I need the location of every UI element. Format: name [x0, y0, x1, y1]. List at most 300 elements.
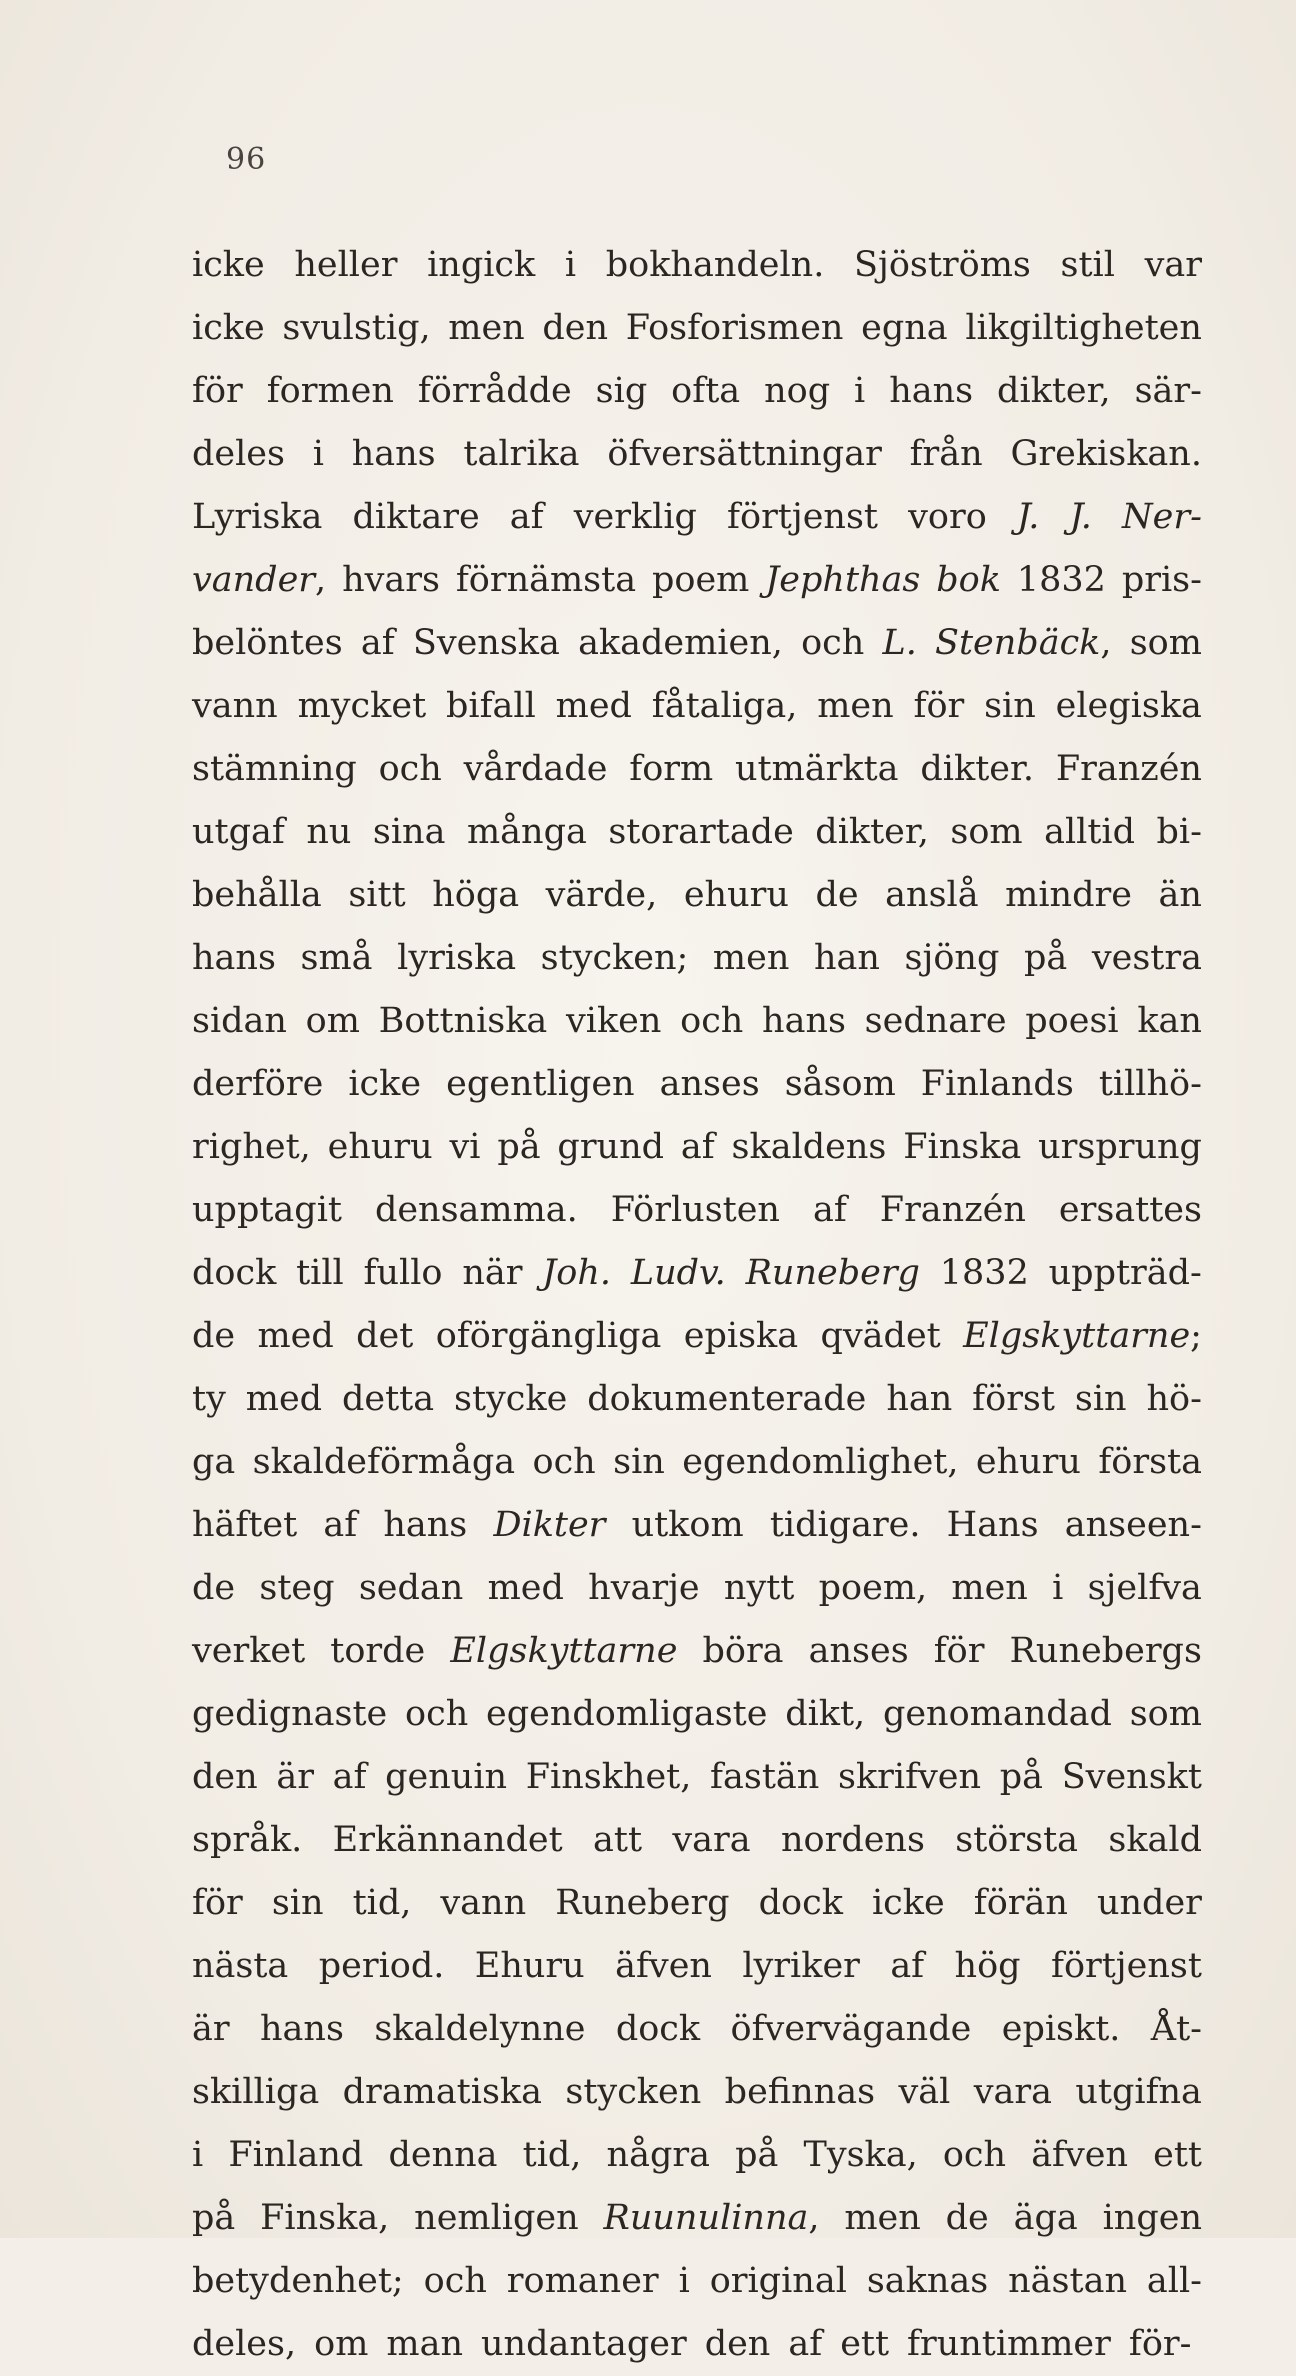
- word: belöntes: [192, 623, 343, 663]
- word: sina: [372, 812, 446, 852]
- word: genuin: [385, 1757, 508, 1797]
- word: tillhö-: [1098, 1064, 1202, 1104]
- word: dock: [758, 1883, 843, 1923]
- word: mindre: [1005, 875, 1132, 915]
- word: sär-: [1134, 371, 1202, 411]
- word: akademien,: [578, 623, 783, 663]
- word: sidan: [192, 1001, 287, 1041]
- word: Hans: [946, 1505, 1039, 1545]
- word: värde,: [545, 875, 658, 915]
- word: Grekiskan.: [1010, 434, 1202, 474]
- word: skilliga: [192, 2072, 320, 2112]
- word: poesi: [1025, 1001, 1119, 1041]
- word: i: [192, 2135, 204, 2175]
- word: all-: [1146, 2261, 1202, 2301]
- word: deles: [192, 434, 285, 474]
- word: ingick: [427, 245, 536, 285]
- word: deles,: [192, 2324, 297, 2364]
- word: talrika: [463, 434, 580, 474]
- word: höga: [432, 875, 520, 915]
- text-line: [192, 1683, 1202, 1746]
- word: som: [1129, 623, 1202, 663]
- word: dikter.: [920, 749, 1034, 789]
- text-line: [192, 1305, 1202, 1368]
- word: dramatiska: [342, 2072, 542, 2112]
- word: nästa: [192, 1946, 289, 1986]
- word: många: [466, 812, 587, 852]
- word: som: [950, 812, 1023, 852]
- text-line: [192, 738, 1202, 801]
- word: de: [815, 875, 859, 915]
- word: förtjenst: [1050, 1946, 1202, 1986]
- word: böra: [702, 1631, 784, 1671]
- word: Runeberg: [745, 1253, 920, 1293]
- word: vann: [440, 1883, 527, 1923]
- word: oförgängliga: [435, 1316, 662, 1356]
- word: af: [680, 1127, 715, 1167]
- word: och: [680, 1001, 744, 1041]
- text-line: [192, 1557, 1202, 1620]
- word: verket: [192, 1631, 306, 1671]
- word: bok: [936, 560, 1001, 600]
- word: Franzén: [1055, 749, 1202, 789]
- word: uppträd-: [1048, 1253, 1202, 1293]
- word: skald: [1108, 1820, 1202, 1860]
- word: formen: [266, 371, 394, 411]
- word: skaldens: [731, 1127, 887, 1167]
- word: icke: [871, 1883, 945, 1923]
- word: gedignaste: [192, 1694, 388, 1734]
- word: voro: [908, 497, 987, 537]
- word: dikter,: [815, 812, 929, 852]
- word: period.: [318, 1946, 445, 1986]
- word: är: [192, 2009, 230, 2049]
- word: Jephthas: [765, 560, 921, 600]
- word: med: [245, 1379, 323, 1419]
- word: sin: [984, 686, 1036, 726]
- word: Finland: [228, 2135, 364, 2175]
- word: men: [712, 938, 790, 978]
- word: sjöng: [904, 938, 1000, 978]
- word: utmärkta: [735, 749, 899, 789]
- word: detta: [341, 1379, 435, 1419]
- word: Sjöströms: [854, 245, 1031, 285]
- word: stycken;: [540, 938, 689, 978]
- word: icke: [348, 1064, 422, 1104]
- body-text: [192, 234, 1202, 2376]
- word: sig: [595, 371, 648, 411]
- word: förrådde: [417, 371, 572, 411]
- text-line: [192, 1746, 1202, 1809]
- text-line: [192, 1872, 1202, 1935]
- word: egendomlighet,: [682, 1442, 959, 1482]
- word: stycken: [565, 2072, 702, 2112]
- word: hö-: [1146, 1379, 1202, 1419]
- word: viken: [566, 1001, 662, 1041]
- word: skaldeförmåga: [252, 1442, 516, 1482]
- word: och: [405, 1694, 469, 1734]
- word: Finskhet,: [525, 1757, 692, 1797]
- text-line: [192, 1494, 1202, 1557]
- word: äfven: [615, 1946, 712, 1986]
- word: sin: [271, 1883, 324, 1923]
- word: i: [1052, 1568, 1064, 1608]
- word: Svenskt: [1061, 1757, 1202, 1797]
- word: tid,: [352, 1883, 412, 1923]
- word: öfvervägande: [730, 2009, 972, 2049]
- word: ga: [192, 1442, 236, 1482]
- word: förnämsta: [455, 560, 637, 600]
- word: betydenhet;: [192, 2261, 404, 2301]
- word: utkom: [631, 1505, 744, 1545]
- word: Svenska: [412, 623, 560, 663]
- word: episkt.: [1001, 2009, 1121, 2049]
- word: befinnas: [724, 2072, 876, 2112]
- text-line: [192, 927, 1202, 990]
- word: qvädet: [820, 1316, 941, 1356]
- word: och: [801, 623, 865, 663]
- word: Stenbäck,: [935, 623, 1112, 663]
- word: än: [1158, 875, 1202, 915]
- word: vi: [449, 1127, 481, 1167]
- word: på: [1023, 938, 1068, 978]
- word: bifall: [445, 686, 536, 726]
- word: är: [276, 1757, 314, 1797]
- word: Ludv.: [630, 1253, 726, 1293]
- word: äga: [1013, 2198, 1078, 2238]
- word: hans: [192, 938, 276, 978]
- text-line: [192, 675, 1202, 738]
- word: fastän: [710, 1757, 820, 1797]
- word: i: [312, 434, 324, 474]
- word: J.: [1016, 497, 1040, 537]
- word: för: [913, 686, 965, 726]
- word: ingen: [1102, 2198, 1202, 2238]
- word: svulstig,: [282, 308, 431, 348]
- word: på: [999, 1757, 1044, 1797]
- word: för: [192, 371, 243, 411]
- text-line: [192, 234, 1202, 297]
- word: Ruunulinna,: [603, 2198, 820, 2238]
- word: sjelfva: [1087, 1568, 1202, 1608]
- word: 1832: [1016, 560, 1106, 600]
- word: de: [192, 1568, 236, 1608]
- word: Finska,: [260, 2198, 390, 2238]
- word: ehuru: [327, 1127, 433, 1167]
- text-line: [192, 549, 1202, 612]
- word: först: [972, 1379, 1055, 1419]
- word: vara: [672, 1820, 751, 1860]
- word: hvarje: [588, 1568, 700, 1608]
- word: sin: [1074, 1379, 1127, 1419]
- word: dock: [615, 2009, 701, 2049]
- word: vann: [192, 686, 278, 726]
- word: förän: [973, 1883, 1068, 1923]
- word: förtjenst: [727, 497, 879, 537]
- word: icke: [192, 308, 265, 348]
- word: anses: [659, 1064, 760, 1104]
- word: original: [709, 2261, 847, 2301]
- word: behålla: [192, 875, 322, 915]
- word: nordens: [780, 1820, 925, 1860]
- word: fullo: [363, 1253, 443, 1293]
- word: af: [509, 497, 544, 537]
- word: saknas: [866, 2261, 989, 2301]
- word: egna: [861, 308, 948, 348]
- word: Förlusten: [610, 1190, 780, 1230]
- word: Bottniska: [378, 1001, 548, 1041]
- word: när: [462, 1253, 523, 1293]
- word: utgifna: [1075, 2072, 1202, 2112]
- word: bokhandeln.: [605, 245, 825, 285]
- word: var: [1144, 245, 1202, 285]
- word: romaner: [506, 2261, 659, 2301]
- word: form: [629, 749, 714, 789]
- word: vårdade: [463, 749, 608, 789]
- text-line: [192, 1116, 1202, 1179]
- word: vestra: [1091, 938, 1202, 978]
- word: upptagit: [192, 1190, 342, 1230]
- word: anslå: [885, 875, 979, 915]
- word: Ner-: [1122, 497, 1202, 537]
- word: torde: [330, 1631, 426, 1671]
- word: stycke: [454, 1379, 568, 1419]
- word: hans: [383, 1505, 468, 1545]
- word: icke: [192, 245, 265, 285]
- word: sednare: [864, 1001, 1007, 1041]
- word: som: [1129, 1694, 1202, 1734]
- word: fruntimmer: [907, 2324, 1111, 2364]
- word: lyriker: [742, 1946, 860, 1986]
- word: i: [854, 371, 866, 411]
- word: med: [555, 686, 632, 726]
- word: hans: [889, 371, 974, 411]
- word: poem: [651, 560, 750, 600]
- word: nemligen: [414, 2198, 579, 2238]
- word: och: [532, 1442, 596, 1482]
- word: de: [192, 1316, 236, 1356]
- word: såsom: [784, 1064, 896, 1104]
- word: och: [942, 2135, 1007, 2175]
- word: L.: [882, 623, 917, 663]
- text-line: [192, 2313, 1202, 2376]
- word: likgiltigheten: [965, 308, 1202, 348]
- word: den: [704, 2324, 771, 2364]
- word: det: [356, 1316, 414, 1356]
- word: ehuru: [683, 875, 789, 915]
- word: ursprung: [1038, 1127, 1202, 1167]
- word: ehuru: [975, 1442, 1081, 1482]
- word: episka: [683, 1316, 799, 1356]
- word: nog: [764, 371, 831, 411]
- text-line: [192, 1809, 1202, 1872]
- word: Runebergs: [1009, 1631, 1202, 1671]
- word: hans: [260, 2009, 344, 2049]
- word: righet,: [192, 1127, 311, 1167]
- word: sin: [613, 1442, 665, 1482]
- word: af: [890, 1946, 925, 1986]
- word: från: [909, 434, 983, 474]
- word: om: [305, 1001, 360, 1041]
- word: öfversättningar: [607, 434, 882, 474]
- word: på: [735, 2135, 779, 2175]
- word: för: [933, 1631, 985, 1671]
- word: anses: [808, 1631, 909, 1671]
- word: denna: [388, 2135, 498, 2175]
- word: ett: [840, 2324, 890, 2364]
- word: bi-: [1156, 812, 1202, 852]
- word: att: [593, 1820, 643, 1860]
- text-line: [192, 2124, 1202, 2187]
- word: undantager: [481, 2324, 687, 2364]
- word: lyriska: [397, 938, 517, 978]
- text-line: [192, 864, 1202, 927]
- word: alltid: [1044, 812, 1136, 852]
- word: tid,: [522, 2135, 582, 2175]
- word: af: [360, 623, 395, 663]
- word: Åt-: [1150, 2009, 1202, 2049]
- word: af: [812, 1190, 847, 1230]
- word: första: [1098, 1442, 1202, 1482]
- word: nytt: [723, 1568, 795, 1608]
- word: vara: [973, 2072, 1052, 2112]
- word: Tyska,: [803, 2135, 918, 2175]
- word: med: [487, 1568, 564, 1608]
- word: storartade: [608, 812, 794, 852]
- word: dikter,: [997, 371, 1111, 411]
- word: till: [296, 1253, 344, 1293]
- word: språk.: [192, 1820, 303, 1860]
- word: mycket: [297, 686, 427, 726]
- word: han: [813, 938, 880, 978]
- word: ett: [1153, 2135, 1202, 2175]
- word: elegiska: [1055, 686, 1202, 726]
- word: grund: [557, 1127, 665, 1167]
- word: han: [886, 1379, 953, 1419]
- word: nu: [306, 812, 352, 852]
- word: Dikter: [493, 1505, 606, 1545]
- text-line: [192, 990, 1202, 1053]
- word: ty: [192, 1379, 226, 1419]
- word: Elgskyttarne: [450, 1631, 678, 1671]
- word: de: [945, 2198, 989, 2238]
- word: på: [497, 1127, 541, 1167]
- word: Fosforismen: [625, 308, 844, 348]
- word: sedan: [358, 1568, 464, 1608]
- text-line: [192, 1431, 1202, 1494]
- word: J.: [1069, 497, 1092, 537]
- page-number: 96: [226, 142, 267, 177]
- word: den: [542, 308, 609, 348]
- word: genomandad: [882, 1694, 1112, 1734]
- word: skrifven: [837, 1757, 982, 1797]
- word: utgaf: [192, 812, 285, 852]
- word: för: [192, 1883, 243, 1923]
- text-line: [192, 297, 1202, 360]
- word: Lyriska: [192, 497, 323, 537]
- word: några: [606, 2135, 710, 2175]
- word: största: [955, 1820, 1079, 1860]
- word: och: [378, 749, 442, 789]
- word: egentligen: [446, 1064, 635, 1104]
- text-line: [192, 423, 1202, 486]
- word: dokumenterade: [587, 1379, 867, 1419]
- word: poem,: [818, 1568, 928, 1608]
- word: i: [564, 245, 577, 285]
- word: vander,: [192, 560, 327, 600]
- word: hög: [954, 1946, 1021, 1986]
- text-line: [192, 1179, 1202, 1242]
- word: anseen-: [1064, 1505, 1202, 1545]
- word: men: [951, 1568, 1028, 1608]
- word: af: [332, 1757, 367, 1797]
- word: Runeberg: [555, 1883, 730, 1923]
- word: Erkännandet: [332, 1820, 563, 1860]
- word: ofta: [671, 371, 741, 411]
- word: och: [423, 2261, 487, 2301]
- text-line: [192, 1935, 1202, 1998]
- word: Joh.: [542, 1253, 612, 1293]
- word: verklig: [573, 497, 697, 537]
- word: ersattes: [1058, 1190, 1202, 1230]
- word: dock: [192, 1253, 277, 1293]
- word: den: [192, 1757, 258, 1797]
- word: diktare: [352, 497, 480, 537]
- word: Finlands: [920, 1064, 1074, 1104]
- word: hvars: [342, 560, 440, 600]
- word: hans: [351, 434, 436, 474]
- text-line: [192, 486, 1202, 549]
- word: man: [386, 2324, 463, 2364]
- word: 1832: [939, 1253, 1029, 1293]
- word: äfven: [1031, 2135, 1129, 2175]
- word: egendomligaste: [486, 1694, 768, 1734]
- word: väl: [898, 2072, 951, 2112]
- text-line: [192, 1053, 1202, 1116]
- text-line: [192, 801, 1202, 864]
- word: fåtaliga,: [651, 686, 798, 726]
- word: derföre: [192, 1064, 324, 1104]
- word: pris-: [1121, 560, 1202, 600]
- word: steg: [259, 1568, 335, 1608]
- text-line: [192, 612, 1202, 675]
- word: om: [314, 2324, 369, 2364]
- word: men: [448, 308, 525, 348]
- word: stil: [1060, 245, 1115, 285]
- word: häftet: [192, 1505, 298, 1545]
- text-line: [192, 1368, 1202, 1431]
- word: men: [817, 686, 894, 726]
- text-line: [192, 360, 1202, 423]
- word: på: [192, 2198, 236, 2238]
- word: af: [323, 1505, 358, 1545]
- word: under: [1096, 1883, 1202, 1923]
- text-line: [192, 2061, 1202, 2124]
- word: dikt,: [785, 1694, 866, 1734]
- word: skaldelynne: [374, 2009, 586, 2049]
- text-line: [192, 1620, 1202, 1683]
- text-line: [192, 2187, 1202, 2250]
- word: Elgskyttarne;: [963, 1316, 1202, 1356]
- word: men: [844, 2198, 921, 2238]
- word: stämning: [192, 749, 357, 789]
- text-line: [192, 2250, 1202, 2313]
- word: sitt: [348, 875, 406, 915]
- word: kan: [1137, 1001, 1202, 1041]
- text-line: [192, 1242, 1202, 1305]
- word: heller: [294, 245, 398, 285]
- word: Franzén: [879, 1190, 1026, 1230]
